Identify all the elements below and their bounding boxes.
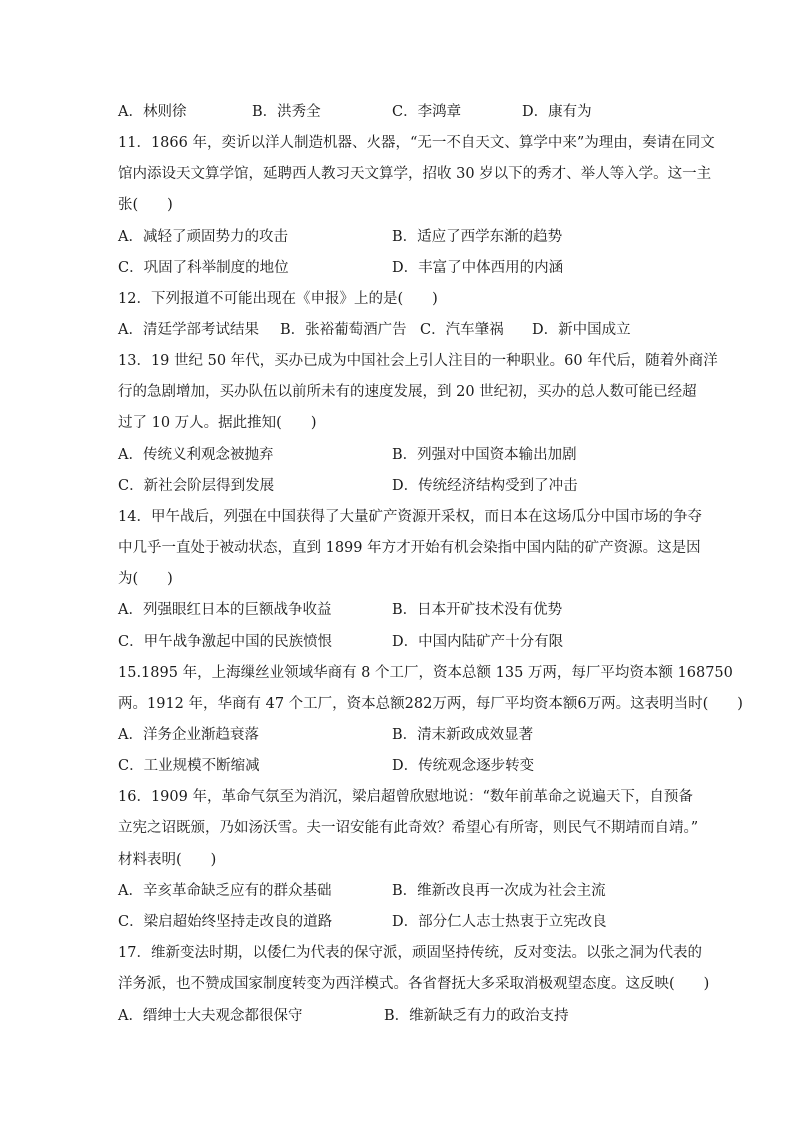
- q15-stem-line: 两。1912 年，华商有 47 个工厂，资本总额282万两，每厂平均资本额6万两。这表明当时( ): [118, 696, 743, 712]
- q11-stem-line: 张( ): [118, 197, 173, 213]
- q13-stem-line: 行的急剧增加，买办队伍以前所未有的速度发展，到 20 世纪初，买办的总人数可能已经超: [118, 384, 697, 400]
- q10-option-b: B．洪秀全: [252, 104, 321, 120]
- q14-stem-line: 14．甲午战后，列强在中国获得了大量矿产资源开采权，而日本在这场瓜分中国市场的争夺: [118, 509, 702, 525]
- q16-stem-line: 16．1909 年，革命气氛至为消沉，梁启超曾欣慰地说：“数年前革命之说遍天下，自预备: [118, 789, 693, 805]
- q12-option-b: B．张裕葡萄酒广告: [280, 322, 407, 338]
- q16-stem-line: 立宪之诏既颁，乃如汤沃雪。夫一诏安能有此奇效？希望心有所寄，则民气不期靖而自靖。”: [118, 820, 699, 836]
- q17-stem-line: 洋务派，也不赞成国家制度转变为西洋模式。各省督抚大多采取消极观望态度。这反映( ): [118, 976, 710, 992]
- q12-stem-line: 12．下列报道不可能出现在《申报》上的是( ): [118, 291, 438, 307]
- q11-option-b: B．适应了西学东渐的趋势: [392, 229, 563, 245]
- q13-stem-line: 过了 10 万人。据此推知( ): [118, 415, 317, 431]
- q16-stem-line: 材料表明( ): [118, 852, 217, 868]
- q11-option-c: C．巩固了科举制度的地位: [118, 260, 289, 276]
- q10-option-d: D．康有为: [522, 104, 592, 120]
- q16-option-d: D．部分仁人志士热衷于立宪改良: [392, 914, 607, 930]
- q14-stem-line: 中几乎一直处于被动状态，直到 1899 年方才开始有机会染指中国内陆的矿产资源。这是因: [118, 540, 701, 556]
- q11-options-row: [118, 227, 718, 247]
- q14-option-a: A．列强眼红日本的巨额战争收益: [118, 602, 332, 618]
- q14-option-c: C．甲午战争激起中国的民族愤恨: [118, 634, 333, 650]
- q14-options-row: [118, 632, 718, 652]
- q14-options-row: [118, 600, 718, 620]
- q11-option-a: A．减轻了顽固势力的攻击: [118, 229, 288, 245]
- q16-options-row: [118, 881, 718, 901]
- q13-option-d: D．传统经济结构受到了冲击: [392, 478, 578, 494]
- q13-options-row: [118, 445, 718, 465]
- q11-options-row: [118, 258, 718, 278]
- q13-option-a: A．传统义利观念被抛弃: [118, 447, 274, 463]
- q13-stem-line: 13．19 世纪 50 年代，买办已成为中国社会上引人注目的一种职业。60 年代后，随着外商洋: [118, 353, 718, 369]
- q10-option-a: A．林则徐: [118, 104, 187, 120]
- q12-option-a: A．清廷学部考试结果: [118, 322, 259, 338]
- q15-option-d: D．传统观念逐步转变: [392, 758, 535, 774]
- q17-option-a: A．缙绅士大夫观念都很保守: [118, 1008, 303, 1024]
- q17-stem-line: 17．维新变法时期，以倭仁为代表的保守派，顽固坚持传统，反对变法。以张之洞为代表的: [118, 945, 702, 961]
- q16-options-row: [118, 912, 718, 932]
- q12-option-c: C．汽车肇祸: [420, 322, 504, 338]
- q13-options-row: [118, 476, 718, 496]
- q13-option-c: C．新社会阶层得到发展: [118, 478, 275, 494]
- q12-option-d: D．新中国成立: [532, 322, 631, 338]
- q14-option-d: D．中国内陆矿产十分有限: [392, 634, 564, 650]
- q13-option-b: B．列强对中国资本输出加剧: [392, 447, 577, 463]
- q17-options-row: [118, 1006, 718, 1026]
- q10-options: [118, 102, 718, 122]
- q15-option-b: B．清末新政成效显著: [392, 727, 534, 743]
- q16-option-a: A．辛亥革命缺乏应有的群众基础: [118, 883, 332, 899]
- q16-option-b: B．维新改良再一次成为社会主流: [392, 883, 606, 899]
- q15-options-row: [118, 756, 718, 776]
- q11-option-d: D．丰富了中体西用的内涵: [392, 260, 564, 276]
- q14-option-b: B．日本开矿技术没有优势: [392, 602, 563, 618]
- q12-options-row: [118, 320, 718, 340]
- q11-stem-line: 11．1866 年，奕䜣以洋人制造机器、火器，“无一不自天文、算学中来”为理由，奏请在同文: [118, 135, 715, 151]
- q15-options-row: [118, 725, 718, 745]
- q15-option-c: C．工业规模不断缩减: [118, 758, 260, 774]
- q11-stem-line: 馆内添设天文算学馆，延聘西人教习天文算学，招收 30 岁以下的秀才、举人等入学。这一主: [118, 166, 712, 182]
- q10-option-c: C．李鸿章: [392, 104, 462, 120]
- q17-option-b: B．维新缺乏有力的政治支持: [384, 1008, 569, 1024]
- q15-stem-line: 15.1895 年，上海缫丝业领域华商有 8 个工厂，资本总额 135 万两，每厂平均资本额 168750: [118, 665, 733, 681]
- q16-option-c: C．梁启超始终坚持走改良的道路: [118, 914, 333, 930]
- q14-stem-line: 为( ): [118, 571, 173, 587]
- q15-option-a: A．洋务企业渐趋衰落: [118, 727, 259, 743]
